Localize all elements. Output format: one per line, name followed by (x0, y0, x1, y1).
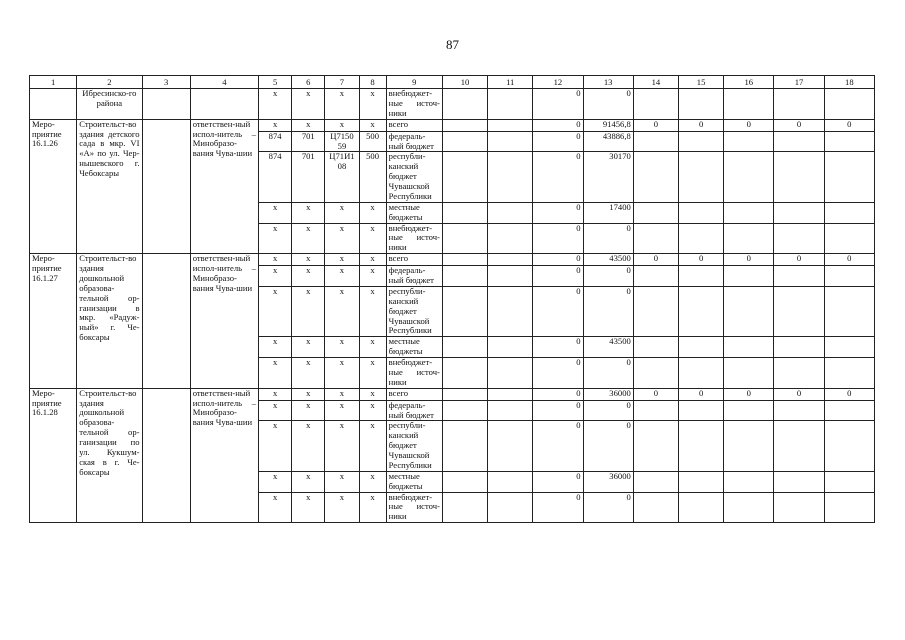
table-cell (633, 421, 678, 471)
table-cell (824, 492, 874, 523)
table-cell (442, 223, 487, 254)
table-cell: x (259, 421, 292, 471)
table-cell (442, 286, 487, 336)
table-cell: x (359, 358, 386, 389)
column-number: 5 (259, 76, 292, 89)
table-cell: 0 (678, 119, 723, 131)
table-cell (774, 89, 824, 120)
table-cell: 0 (583, 492, 633, 523)
table-cell (774, 421, 824, 471)
table-cell: 0 (583, 223, 633, 254)
table-cell (678, 358, 723, 389)
table-cell (633, 358, 678, 389)
table-cell: x (325, 471, 359, 492)
table-cell: x (259, 202, 292, 223)
table-cell: 0 (533, 471, 583, 492)
table-cell (774, 492, 824, 523)
table-cell (724, 89, 774, 120)
table-cell: x (292, 202, 325, 223)
table-cell: x (259, 266, 292, 287)
table-cell (774, 131, 824, 152)
table-cell: x (359, 223, 386, 254)
table-cell: x (359, 400, 386, 421)
funding-source: внебюджет-ные источ-ники (386, 358, 442, 389)
column-number: 1 (30, 76, 77, 89)
table-cell: 0 (533, 254, 583, 266)
table-cell (633, 400, 678, 421)
table-cell: x (325, 89, 359, 120)
table-cell (678, 400, 723, 421)
table-cell (824, 400, 874, 421)
table-cell: 17400 (583, 202, 633, 223)
table-cell: x (359, 421, 386, 471)
table-cell: x (292, 223, 325, 254)
table-cell: 0 (583, 358, 633, 389)
table-cell: 500 (359, 152, 386, 202)
column-number: 14 (633, 76, 678, 89)
table-cell (724, 421, 774, 471)
table-cell: 500 (359, 131, 386, 152)
table-cell: x (292, 266, 325, 287)
table-cell (633, 492, 678, 523)
table-cell: 0 (533, 152, 583, 202)
table-cell (142, 119, 190, 254)
table-cell: x (325, 421, 359, 471)
table-cell: 0 (533, 223, 583, 254)
table-cell (824, 131, 874, 152)
table-cell: 0 (533, 119, 583, 131)
table-cell: 0 (633, 254, 678, 266)
table-cell (442, 152, 487, 202)
table-cell: 874 (259, 131, 292, 152)
table-cell (724, 131, 774, 152)
table-cell: 0 (678, 388, 723, 400)
table-cell: 0 (583, 266, 633, 287)
table-cell (142, 388, 190, 523)
table-cell: 0 (533, 89, 583, 120)
table-cell (633, 337, 678, 358)
table-cell: 91456,8 (583, 119, 633, 131)
table-cell (442, 421, 487, 471)
table-cell: x (259, 471, 292, 492)
table-cell (678, 337, 723, 358)
table-cell: x (359, 266, 386, 287)
funding-source: местные бюджеты (386, 471, 442, 492)
table-cell: 0 (633, 119, 678, 131)
table-cell (724, 492, 774, 523)
page-number: 87 (446, 37, 459, 52)
table-cell (633, 286, 678, 336)
table-cell (774, 223, 824, 254)
table-cell: 0 (583, 400, 633, 421)
table-cell (442, 400, 487, 421)
column-number-row (30, 76, 875, 89)
table-cell (442, 388, 487, 400)
table-cell (824, 358, 874, 389)
table-cell (824, 266, 874, 287)
table-cell: 0 (724, 119, 774, 131)
table-cell: x (292, 421, 325, 471)
table-cell (678, 286, 723, 336)
measure-title: Ибресинско-го района (77, 89, 142, 120)
column-number: 13 (583, 76, 633, 89)
table-cell (824, 152, 874, 202)
table-cell (724, 358, 774, 389)
table-cell (633, 131, 678, 152)
table-cell: Ц7150 59 (325, 131, 359, 152)
table-cell (442, 119, 487, 131)
table-cell (724, 337, 774, 358)
table-cell: x (292, 400, 325, 421)
table-cell: 30170 (583, 152, 633, 202)
table-cell: 701 (292, 152, 325, 202)
table-cell (488, 89, 533, 120)
table-cell: x (325, 492, 359, 523)
table-cell (824, 286, 874, 336)
table-cell: x (259, 89, 292, 120)
table-cell: x (359, 471, 386, 492)
table-cell (442, 89, 487, 120)
column-number: 9 (386, 76, 442, 89)
table-cell (774, 358, 824, 389)
funding-source: республи-канский бюджет Чувашской Республики (386, 421, 442, 471)
table-cell (724, 152, 774, 202)
table-cell (774, 471, 824, 492)
table-cell: 43500 (583, 254, 633, 266)
table-cell: 0 (583, 89, 633, 120)
table-cell: x (325, 286, 359, 336)
column-number: 10 (442, 76, 487, 89)
table-cell: 0 (533, 358, 583, 389)
table-cell: 0 (533, 202, 583, 223)
table-cell: x (292, 471, 325, 492)
table-cell: 0 (724, 254, 774, 266)
table-row (30, 388, 875, 400)
table-cell: x (259, 286, 292, 336)
table-cell (633, 266, 678, 287)
funding-source: местные бюджеты (386, 337, 442, 358)
table-cell (488, 131, 533, 152)
table-cell: 0 (678, 254, 723, 266)
table-cell (442, 202, 487, 223)
table-cell: x (359, 89, 386, 120)
table-cell: x (359, 492, 386, 523)
table-cell: x (259, 388, 292, 400)
table-cell: x (325, 119, 359, 131)
responsible (190, 89, 258, 120)
table-cell (633, 471, 678, 492)
table-cell: 0 (774, 254, 824, 266)
table-cell: 0 (533, 337, 583, 358)
table-cell (774, 152, 824, 202)
table-row (30, 89, 875, 120)
table-cell: 0 (583, 286, 633, 336)
table-cell: 0 (533, 421, 583, 471)
table-cell (724, 266, 774, 287)
table-cell (678, 471, 723, 492)
table-cell: x (359, 286, 386, 336)
table-cell: x (292, 119, 325, 131)
table-cell (488, 358, 533, 389)
funding-source: местные бюджеты (386, 202, 442, 223)
table-cell (488, 337, 533, 358)
table-cell: x (359, 254, 386, 266)
table-cell: x (325, 337, 359, 358)
table-cell (678, 131, 723, 152)
table-cell: 0 (533, 286, 583, 336)
table-cell: x (259, 337, 292, 358)
funding-source: всего (386, 388, 442, 400)
table-cell: 43500 (583, 337, 633, 358)
table-cell: x (259, 119, 292, 131)
table-cell (678, 266, 723, 287)
table-cell (488, 152, 533, 202)
table-cell (678, 223, 723, 254)
funding-source: внебюджет-ные источ-ники (386, 492, 442, 523)
column-number: 17 (774, 76, 824, 89)
table-cell: 0 (724, 388, 774, 400)
measure-id: Меро-приятие 16.1.28 (30, 388, 77, 523)
column-number: 16 (724, 76, 774, 89)
table-cell: 874 (259, 152, 292, 202)
table-cell (488, 254, 533, 266)
table-cell (442, 337, 487, 358)
column-number: 8 (359, 76, 386, 89)
table-cell: x (325, 254, 359, 266)
column-number: 18 (824, 76, 874, 89)
table-cell (824, 471, 874, 492)
column-number: 7 (325, 76, 359, 89)
column-number: 15 (678, 76, 723, 89)
funding-source: федераль-ный бюджет (386, 131, 442, 152)
table-cell (488, 492, 533, 523)
table-cell: Ц71И1 08 (325, 152, 359, 202)
table-cell: 0 (633, 388, 678, 400)
table-cell (142, 254, 190, 389)
table-cell: 0 (824, 119, 874, 131)
table-cell: x (325, 223, 359, 254)
table-cell: 0 (533, 388, 583, 400)
table-cell (724, 471, 774, 492)
funding-source: всего (386, 254, 442, 266)
table-cell: 0 (533, 131, 583, 152)
table-cell (488, 400, 533, 421)
responsible: ответствен-ный испол-нитель – Минобразо-вания Чува-шии (190, 119, 258, 254)
table-cell (488, 119, 533, 131)
table-cell: x (359, 202, 386, 223)
table-cell: x (292, 89, 325, 120)
table-cell (633, 223, 678, 254)
funding-source: федераль-ный бюджет (386, 400, 442, 421)
measure-id (30, 89, 77, 120)
table-cell (724, 202, 774, 223)
table-cell (442, 358, 487, 389)
table-cell (678, 492, 723, 523)
column-number: 12 (533, 76, 583, 89)
responsible: ответствен-ный испол-нитель – Минобразо-вания Чува-шии (190, 254, 258, 389)
table-cell: x (292, 254, 325, 266)
table-cell (633, 202, 678, 223)
table-cell (488, 286, 533, 336)
table-cell (488, 421, 533, 471)
table-cell: 0 (774, 388, 824, 400)
funding-source: федераль-ный бюджет (386, 266, 442, 287)
column-number: 3 (142, 76, 190, 89)
table-cell (442, 471, 487, 492)
column-number: 2 (77, 76, 142, 89)
table-cell: 36000 (583, 471, 633, 492)
table-cell: 43886,8 (583, 131, 633, 152)
table-cell: 0 (533, 400, 583, 421)
table-cell (824, 421, 874, 471)
table-cell (488, 388, 533, 400)
table-cell: x (259, 358, 292, 389)
table-cell: 701 (292, 131, 325, 152)
table-row (30, 254, 875, 266)
table-cell: x (325, 266, 359, 287)
table-cell (774, 337, 824, 358)
table-cell: x (325, 400, 359, 421)
table-cell (724, 400, 774, 421)
table-cell: 0 (774, 119, 824, 131)
table-cell (724, 286, 774, 336)
table-cell (633, 89, 678, 120)
table-cell: x (325, 388, 359, 400)
table-cell: x (259, 223, 292, 254)
table-cell (774, 400, 824, 421)
table-cell (724, 223, 774, 254)
table-cell (488, 202, 533, 223)
column-number: 11 (488, 76, 533, 89)
table-cell (678, 89, 723, 120)
table-cell (442, 492, 487, 523)
funding-source: всего (386, 119, 442, 131)
table-cell: x (292, 286, 325, 336)
measure-id: Меро-приятие 16.1.27 (30, 254, 77, 389)
table-cell: x (292, 492, 325, 523)
table-cell (774, 266, 824, 287)
table-cell (824, 89, 874, 120)
table-cell (142, 89, 190, 120)
measure-title: Строительст-во здания детского сада в мкр. VI «А» по ул. Чер-нышевского г. Чебоксары (77, 119, 142, 254)
table-cell (774, 286, 824, 336)
table-cell: 0 (824, 388, 874, 400)
table-cell (488, 471, 533, 492)
table-cell (488, 266, 533, 287)
measure-id: Меро-приятие 16.1.26 (30, 119, 77, 254)
table-cell (824, 223, 874, 254)
table-cell: x (359, 119, 386, 131)
table-cell: 0 (533, 492, 583, 523)
table-cell: 36000 (583, 388, 633, 400)
table-cell (442, 254, 487, 266)
table-cell: x (259, 492, 292, 523)
table-cell (824, 337, 874, 358)
measure-title: Строительст-во здания дошкольной образова-тельной ор-ганизации по ул. Кукшум-ская в г. Че-боксары (77, 388, 142, 523)
table-cell (678, 152, 723, 202)
measure-title: Строительст-во здания дошкольной образова-тельной ор-ганизации в мкр. «Радуж-ный» г. Че-боксары (77, 254, 142, 389)
table-cell: x (325, 358, 359, 389)
table-cell: x (292, 358, 325, 389)
table-cell: x (259, 254, 292, 266)
table-cell: 0 (824, 254, 874, 266)
table-cell (824, 202, 874, 223)
table-cell (488, 223, 533, 254)
table-cell: 0 (583, 421, 633, 471)
responsible: ответствен-ный испол-нитель – Минобразо-вания Чува-шии (190, 388, 258, 523)
funding-source: внебюджет-ные источ-ники (386, 89, 442, 120)
budget-table (29, 75, 875, 523)
funding-source: республи-канский бюджет Чувашской Республики (386, 152, 442, 202)
column-number: 4 (190, 76, 258, 89)
table-cell (678, 421, 723, 471)
funding-source: внебюджет-ные источ-ники (386, 223, 442, 254)
table-cell (633, 152, 678, 202)
table-cell: x (359, 388, 386, 400)
table-cell: x (325, 202, 359, 223)
table-cell (774, 202, 824, 223)
table-cell: 0 (533, 266, 583, 287)
table-cell: x (292, 388, 325, 400)
table-cell: x (292, 337, 325, 358)
table-cell (442, 266, 487, 287)
funding-source: республи-канский бюджет Чувашской Республики (386, 286, 442, 336)
table-cell: x (259, 400, 292, 421)
table-cell (442, 131, 487, 152)
column-number: 6 (292, 76, 325, 89)
table-cell: x (359, 337, 386, 358)
table-row (30, 119, 875, 131)
table-cell (678, 202, 723, 223)
